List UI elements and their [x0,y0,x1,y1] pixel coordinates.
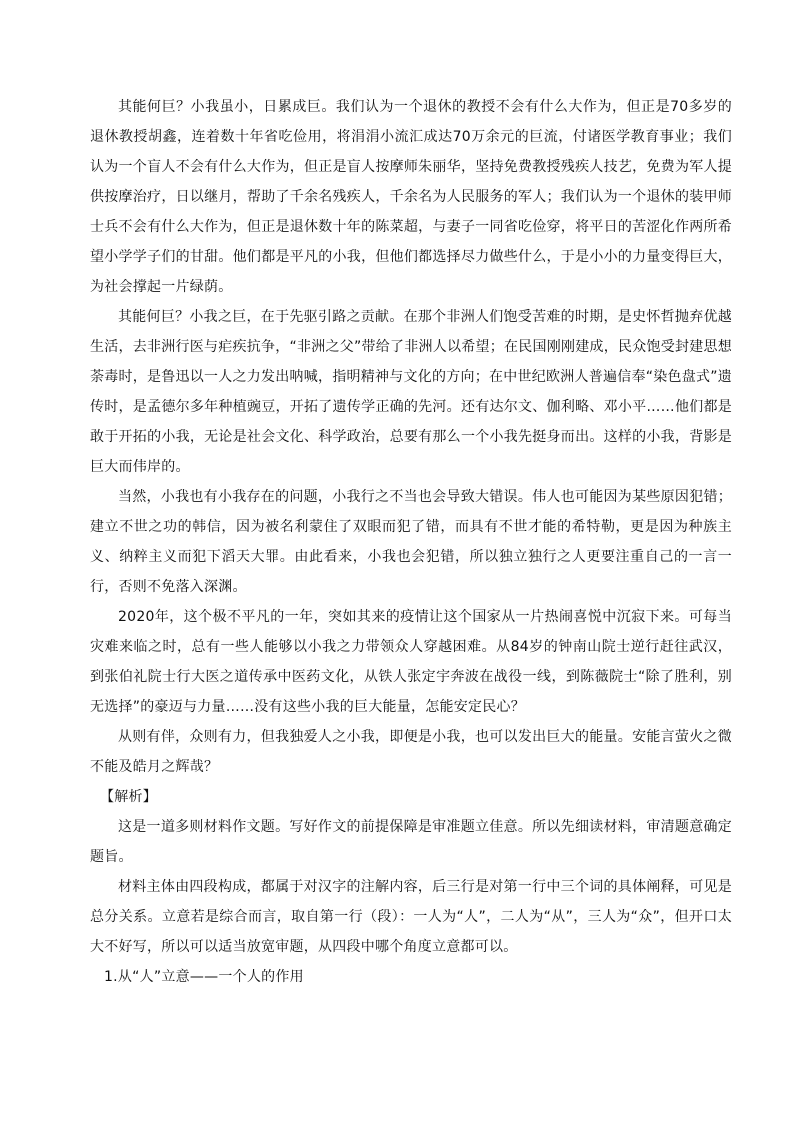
analysis-heading: 【解析】 [100,789,157,805]
essay-body [90,92,732,992]
analysis-paragraph-2: 材料主体由四段构成，都属于对汉字的注解内容，后三行是对第一行中三个词的具体阐释，可见是总分关系。立意若是综合而言，取自第一行（段）：一人为“人”，二人为“从”，三人为“众”，但开口太大不好写，所以可以适当放宽审题，从四段中哪个角度立意都可以。 [90,879,732,955]
essay-paragraph-1: 其能何巨？小我虽小，日累成巨。我们认为一个退休的教授不会有什么大作为，但正是70多岁的退休教授胡鑫，连着数十年省吃俭用，将涓涓小流汇成达70万余元的巨流，付诸医学教育事业；我们认为一个盲人不会有什么大作为，但正是盲人按摩师朱丽华，坚持免费教授残疾人技艺，免费为军人提供按摩治疗，日以继月，帮助了千余名残疾人，千余名为人民服务的军人；我们认为一个退休的装甲师士兵不会有什么大作为，但正是退休数十年的陈菜超，与妻子一同省吃俭穿，将平日的苦涩化作两所希望小学学子们的甘甜。他们都是平凡的小我，但他们都选择尽力做些什么，于是小小的力量变得巨大，为社会撑起一片绿荫。 [90,99,732,295]
essay-paragraph-3: 当然，小我也有小我存在的问题，小我行之不当也会导致大错误。伟人也可能因为某些原因犯错；建立不世之功的韩信，因为被名利蒙住了双眼而犯了错，而具有不世才能的希特勒，更是因为种族主义、纳粹主义而犯下滔天大罪。由此看来，小我也会犯错，所以独立独行之人更要注重自己的一言一行，否则不免落入深渊。 [90,489,732,595]
essay-paragraph-4: 2020年，这个极不平凡的一年，突如其来的疫情让这个国家从一片热闹喜悦中沉寂下来。可每当灾难来临之时，总有一些人能够以小我之力带领众人穿越困难。从84岁的钟南山院士逆行赶往武汉，到张伯礼院士行大医之道传承中医药文化，从铁人张定宇奔波在战役一线，到陈薇院士“除了胜利，别无选择”的豪迈与力量……没有这些小我的巨大能量，怎能安定民心？ [90,609,732,715]
essay-paragraph-5: 从则有伴，众则有力，但我独爱人之小我，即便是小我，也可以发出巨大的能量。安能言萤火之微不能及皓月之辉哉？ [90,729,732,775]
analysis-paragraph-1: 这是一道多则材料作文题。写好作文的前提保障是审准题立佳意。所以先细读材料，审清题意确定题旨。 [90,819,732,865]
essay-paragraph-2: 其能何巨？小我之巨，在于先驱引路之贡献。在那个非洲人们饱受苦难的时期，是史怀哲抛弃优越生活，去非洲行医与疟疾抗争，“非洲之父”带给了非洲人以希望；在民国刚刚建成，民众饱受封建思想荼毒时，是鲁迅以一人之力发出呐喊，指明精神与文化的方向；在中世纪欧洲人普遍信奉“染色盘式”遗传时，是孟德尔多年种植豌豆，开拓了遗传学正确的先河。还有达尔文、伽利略、邓小平……他们都是敢于开拓的小我，无论是社会文化、科学政治，总要有那么一个小我先挺身而出。这样的小我，背影是巨大而伟岸的。 [90,309,733,475]
analysis-item-1: 1.从“人”立意——一个人的作用 [104,969,304,985]
